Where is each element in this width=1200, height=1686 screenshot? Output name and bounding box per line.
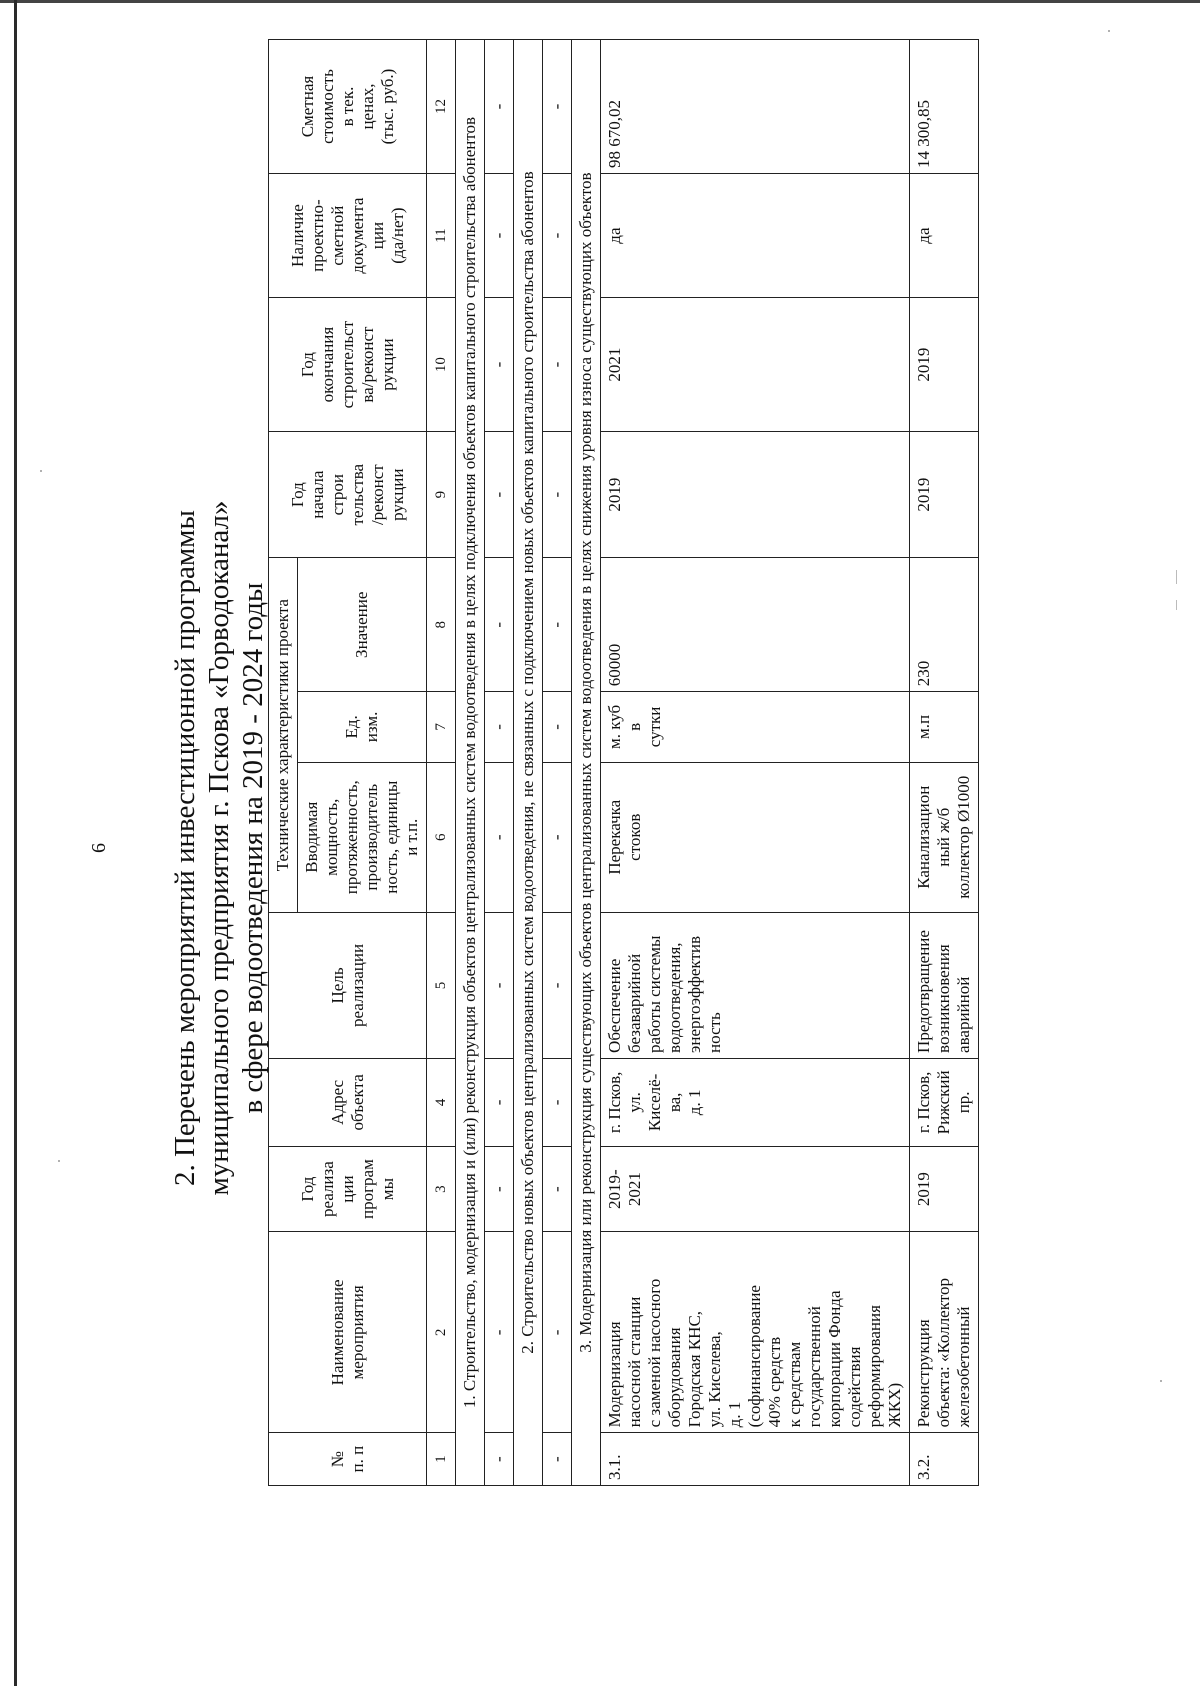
row-no: 3.2.: [910, 1433, 979, 1486]
dash-cell: -: [543, 174, 572, 298]
header-name: Наименование мероприятия: [269, 1232, 427, 1433]
dash-cell: -: [485, 298, 514, 432]
dash-cell: -: [485, 762, 514, 912]
row-goal: Обеспечение безаварийной работы системы водоотведения, энергоэффектив ность: [601, 912, 910, 1058]
row-name: Реконструкция объекта: «Коллектор железобетонный: [910, 1232, 979, 1433]
row-value: 60000: [601, 558, 910, 692]
dash-cell: -: [543, 1433, 572, 1486]
header-no: № п. п: [269, 1433, 427, 1486]
row-value: 230: [910, 558, 979, 692]
row-cost: 98 670,02: [601, 40, 910, 174]
dash-cell: -: [485, 432, 514, 558]
scan-border-top: [0, 0, 1200, 3]
empty-row: [543, 40, 572, 1486]
row-cost: 14 300,85: [910, 40, 979, 174]
dash-cell: -: [485, 1146, 514, 1232]
dash-cell: -: [485, 1058, 514, 1146]
row-year: 2019- 2021: [601, 1146, 910, 1232]
column-number: 12: [427, 40, 456, 174]
dash-cell: -: [543, 558, 572, 692]
column-number: 7: [427, 692, 456, 762]
title-line-2: муниципального предприятия г. Пскова «Горводоканал»: [203, 500, 235, 1196]
dash-cell: -: [485, 174, 514, 298]
column-number: 3: [427, 1146, 456, 1232]
row-capacity: Канализацион ный ж/б коллектор Ø1000: [910, 762, 979, 912]
row-address: г. Псков, Рижский пр.: [910, 1058, 979, 1146]
column-number: 5: [427, 912, 456, 1058]
column-number: 2: [427, 1232, 456, 1433]
column-numbers-row: [427, 40, 456, 1486]
row-address: г. Псков, ул. Киселё- ва, д. 1: [601, 1058, 910, 1146]
row-docs: да: [910, 174, 979, 298]
row-start-year: 2019: [601, 432, 910, 558]
row-end-year: 2019: [910, 298, 979, 432]
row-year: 2019: [910, 1146, 979, 1232]
dash-cell: -: [543, 1146, 572, 1232]
row-no: 3.1.: [601, 1433, 910, 1486]
row-end-year: 2021: [601, 298, 910, 432]
dash-cell: -: [543, 1058, 572, 1146]
section-row: [456, 40, 485, 1486]
empty-row: [485, 40, 514, 1486]
dash-cell: -: [543, 1232, 572, 1433]
column-number: 6: [427, 762, 456, 912]
header-cost: Сметная стоимость в тек. ценах, (тыс. руб.): [269, 40, 427, 174]
column-number: 11: [427, 174, 456, 298]
dash-cell: -: [543, 912, 572, 1058]
column-number: 8: [427, 558, 456, 692]
dash-cell: -: [485, 558, 514, 692]
section-row: [572, 40, 601, 1486]
header-value: Значение: [298, 558, 427, 692]
section-heading: 1. Строительство, модернизация и (или) реконструкция объектов централизованных систем водоотведения в целях подключения объектов капитального строительства абонентов: [456, 40, 485, 1486]
row-start-year: 2019: [910, 432, 979, 558]
column-number: 9: [427, 432, 456, 558]
dash-cell: -: [485, 912, 514, 1058]
row-unit: м. куб в сутки: [601, 692, 910, 762]
table-row: [601, 40, 910, 1486]
row-goal: Предотвращение возникновения аварийной: [910, 912, 979, 1058]
dash-cell: -: [543, 762, 572, 912]
investment-program-table: [268, 39, 979, 1486]
header-year: Год реализа ции програм мы: [269, 1146, 427, 1232]
dash-cell: -: [485, 40, 514, 174]
document-title: [168, 28, 270, 1668]
header-address: Адрес объекта: [269, 1058, 427, 1146]
header-tech-group: Технические характеристики проекта: [269, 558, 298, 913]
header-start-year: Год начала строи тельства /реконст рукции: [269, 432, 427, 558]
dash-cell: -: [485, 1433, 514, 1486]
column-number: 10: [427, 298, 456, 432]
column-number: 4: [427, 1058, 456, 1146]
header-capacity: Вводимая мощность, протяженность, производитель ность, единицы и т.п.: [298, 762, 427, 912]
row-capacity: Перекачка стоков: [601, 762, 910, 912]
dash-cell: -: [485, 692, 514, 762]
dash-cell: -: [543, 40, 572, 174]
table-row: [910, 40, 979, 1486]
title-line-3: в сфере водоотведения на 2019 - 2024 годы: [237, 582, 269, 1114]
row-unit: м.п: [910, 692, 979, 762]
page-number: 6: [88, 843, 110, 853]
section-heading: 3. Модернизация или реконструкция существующих объектов централизованных систем водоотведения в целях снижения уровня износа существующих объектов: [572, 40, 601, 1486]
dash-cell: -: [543, 298, 572, 432]
dash-cell: -: [543, 692, 572, 762]
header-docs: Наличие проектно- сметной документа ции (да/нет): [269, 174, 427, 298]
landscape-page: [0, 28, 1200, 1668]
header-row-top: [269, 40, 298, 1486]
section-heading: 2. Строительство новых объектов централизованных систем водоотведения, не связанных с подключением новых объектов капитального строительства абонентов: [514, 40, 543, 1486]
header-end-year: Год окончания строительст ва/реконст рукции: [269, 298, 427, 432]
title-line-1: 2. Перечень мероприятий инвестиционной программы: [169, 509, 201, 1187]
column-number: 1: [427, 1433, 456, 1486]
header-goal: Цель реализации: [269, 912, 427, 1058]
dash-cell: -: [543, 432, 572, 558]
header-unit: Ед. изм.: [298, 692, 427, 762]
row-docs: да: [601, 174, 910, 298]
dash-cell: -: [485, 1232, 514, 1433]
section-row: [514, 40, 543, 1486]
row-name: Модернизация насосной станции с заменой насосного оборудования Городская КНС, ул. Киселева, д. 1 (софинансирование 40% средств к средствам государственной корпорации Фонда содействия реформирования ЖКХ): [601, 1232, 910, 1433]
